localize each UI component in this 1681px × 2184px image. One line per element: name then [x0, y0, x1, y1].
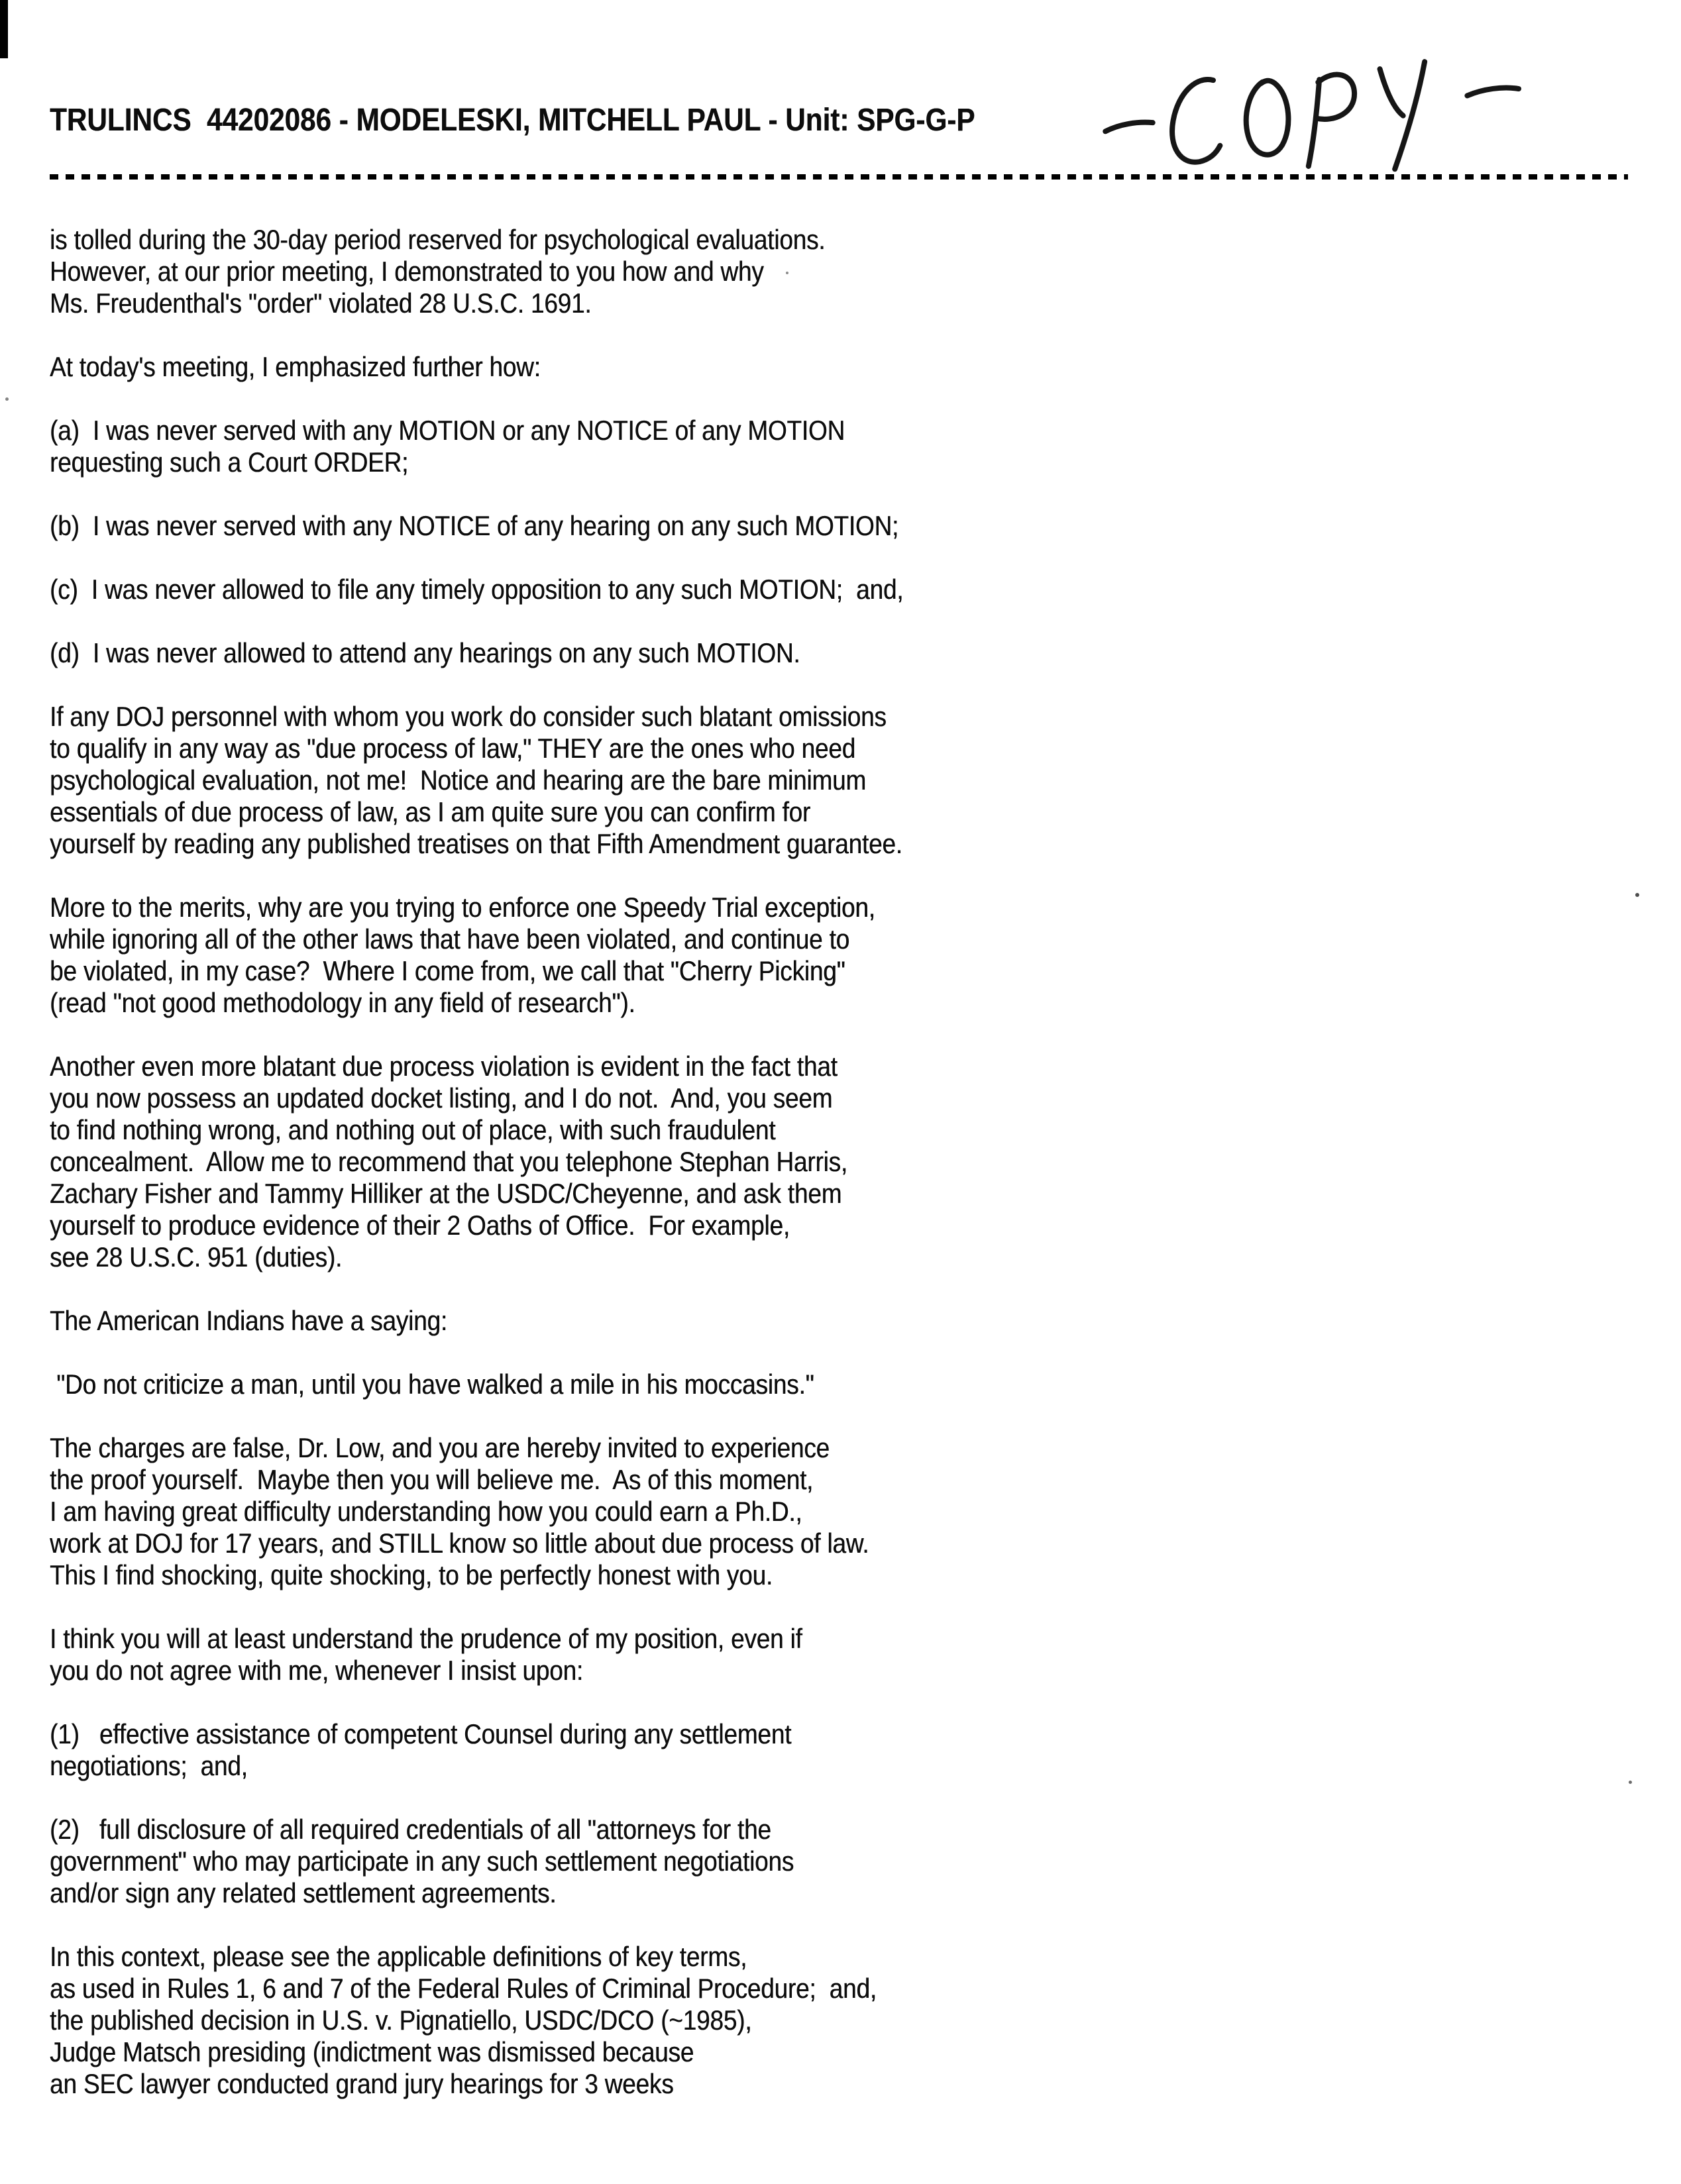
text-line: the proof yourself. Maybe then you will believe me. As of this moment,	[50, 1464, 814, 1495]
text-line: (a) I was never served with any MOTION or any NOTICE of any MOTION	[50, 415, 845, 446]
copy-letter-p	[1305, 74, 1358, 166]
text-line: This I find shocking, quite shocking, to be perfectly honest with you.	[50, 1559, 773, 1590]
text-line: However, at our prior meeting, I demonstrated to you how and why	[50, 256, 764, 287]
text-line: The charges are false, Dr. Low, and you are hereby invited to experience	[50, 1432, 830, 1463]
text-line: you now possess an updated docket listing, and I do not. And, you seem	[50, 1082, 833, 1114]
scan-edge-artifact	[0, 0, 8, 58]
text-line: you do not agree with me, whenever I insist upon:	[50, 1655, 583, 1686]
text-line: Judge Matsch presiding (indictment was dismissed because	[50, 2036, 694, 2067]
text-line: If any DOJ personnel with whom you work do consider such blatant omissions	[50, 701, 887, 732]
paragraph	[50, 701, 1636, 860]
text-line: concealment. Allow me to recommend that you telephone Stephan Harris,	[50, 1146, 847, 1177]
scan-speck	[5, 397, 9, 401]
paragraph	[50, 415, 1636, 478]
text-line: More to the merits, why are you trying to enforce one Speedy Trial exception,	[50, 892, 875, 923]
text-line: be violated, in my case? Where I come from, we call that "Cherry Picking"	[50, 955, 845, 986]
paragraph	[50, 1051, 1636, 1273]
text-line: work at DOJ for 17 years, and STILL know so little about due process of law.	[50, 1528, 869, 1559]
text-line: is tolled during the 30-day period reserved for psychological evaluations.	[50, 224, 826, 255]
text-line: see 28 U.S.C. 951 (duties).	[50, 1241, 343, 1273]
text-line: (2) full disclosure of all required credentials of all "attorneys for the	[50, 1814, 771, 1845]
text-line: an SEC lawyer conducted grand jury hearings for 3 weeks	[50, 2068, 674, 2099]
text-line: (b) I was never served with any NOTICE of any hearing on any such MOTION;	[50, 510, 899, 541]
copy-letter-y	[1380, 62, 1429, 170]
text-line: I think you will at least understand the prudence of my position, even if	[50, 1623, 802, 1654]
document-body	[50, 224, 1636, 2100]
paragraph	[50, 351, 1636, 383]
copy-handwritten-annotation	[1093, 22, 1550, 193]
paragraph	[50, 637, 1636, 669]
paragraph	[50, 1432, 1636, 1591]
copy-letter-o	[1244, 79, 1290, 155]
copy-dash-left	[1105, 122, 1153, 131]
scan-speck	[786, 272, 788, 274]
paragraph	[50, 574, 1636, 605]
trulincs-header: TRULINCS 44202086 - MODELESKI, MITCHELL PAUL - Unit: SPG-G-P	[50, 103, 975, 138]
text-line: the published decision in U.S. v. Pignatiello, USDC/DCO (~1985),	[50, 2004, 752, 2036]
text-line: as used in Rules 1, 6 and 7 of the Federal Rules of Criminal Procedure; and,	[50, 1973, 877, 2004]
text-line: essentials of due process of law, as I am quite sure you can confirm for	[50, 796, 811, 827]
text-line: (read "not good methodology in any field of research").	[50, 987, 635, 1018]
paragraph	[50, 1814, 1636, 1909]
text-line: psychological evaluation, not me! Notice and hearing are the bare minimum	[50, 764, 866, 796]
text-line: government" who may participate in any such settlement negotiations	[50, 1846, 794, 1877]
paragraph	[50, 1369, 1636, 1400]
text-line: requesting such a Court ORDER;	[50, 446, 409, 478]
text-line: while ignoring all of the other laws that have been violated, and continue to	[50, 923, 849, 955]
paragraph	[50, 1623, 1636, 1687]
paragraph	[50, 510, 1636, 542]
text-line: negotiations; and,	[50, 1750, 248, 1781]
text-line: to find nothing wrong, and nothing out of place, with such fraudulent	[50, 1114, 776, 1145]
text-line: The American Indians have a saying:	[50, 1305, 447, 1336]
text-line: Zachary Fisher and Tammy Hilliker at the USDC/Cheyenne, and ask them	[50, 1178, 842, 1209]
paragraph	[50, 1718, 1636, 1782]
paragraph	[50, 1305, 1636, 1337]
copy-letter-c	[1170, 79, 1221, 163]
scan-speck	[1629, 1781, 1632, 1784]
text-line: yourself by reading any published treatises on that Fifth Amendment guarantee.	[50, 828, 902, 859]
scan-speck	[1635, 893, 1639, 897]
text-line: Ms. Freudenthal's "order" violated 28 U.S.C. 1691.	[50, 287, 592, 319]
text-line: to qualify in any way as "due process of law," THEY are the ones who need	[50, 733, 856, 764]
text-line: (1) effective assistance of competent Counsel during any settlement	[50, 1718, 792, 1749]
text-line: (d) I was never allowed to attend any hearings on any such MOTION.	[50, 637, 800, 668]
text-line: In this context, please see the applicable definitions of key terms,	[50, 1941, 747, 1972]
text-line: and/or sign any related settlement agreements.	[50, 1877, 557, 1908]
copy-dash-right	[1467, 87, 1519, 96]
text-line: At today's meeting, I emphasized further how:	[50, 351, 541, 382]
dashed-separator	[50, 174, 1628, 180]
text-line: "Do not criticize a man, until you have walked a mile in his moccasins."	[50, 1369, 814, 1400]
text-line: yourself to produce evidence of their 2 Oaths of Office. For example,	[50, 1210, 790, 1241]
text-line: I am having great difficulty understanding how you could earn a Ph.D.,	[50, 1496, 802, 1527]
text-line: (c) I was never allowed to file any timely opposition to any such MOTION; and,	[50, 574, 904, 605]
paragraph	[50, 892, 1636, 1019]
text-line: Another even more blatant due process violation is evident in the fact that	[50, 1051, 838, 1082]
paragraph	[50, 1941, 1636, 2100]
paragraph	[50, 224, 1636, 319]
